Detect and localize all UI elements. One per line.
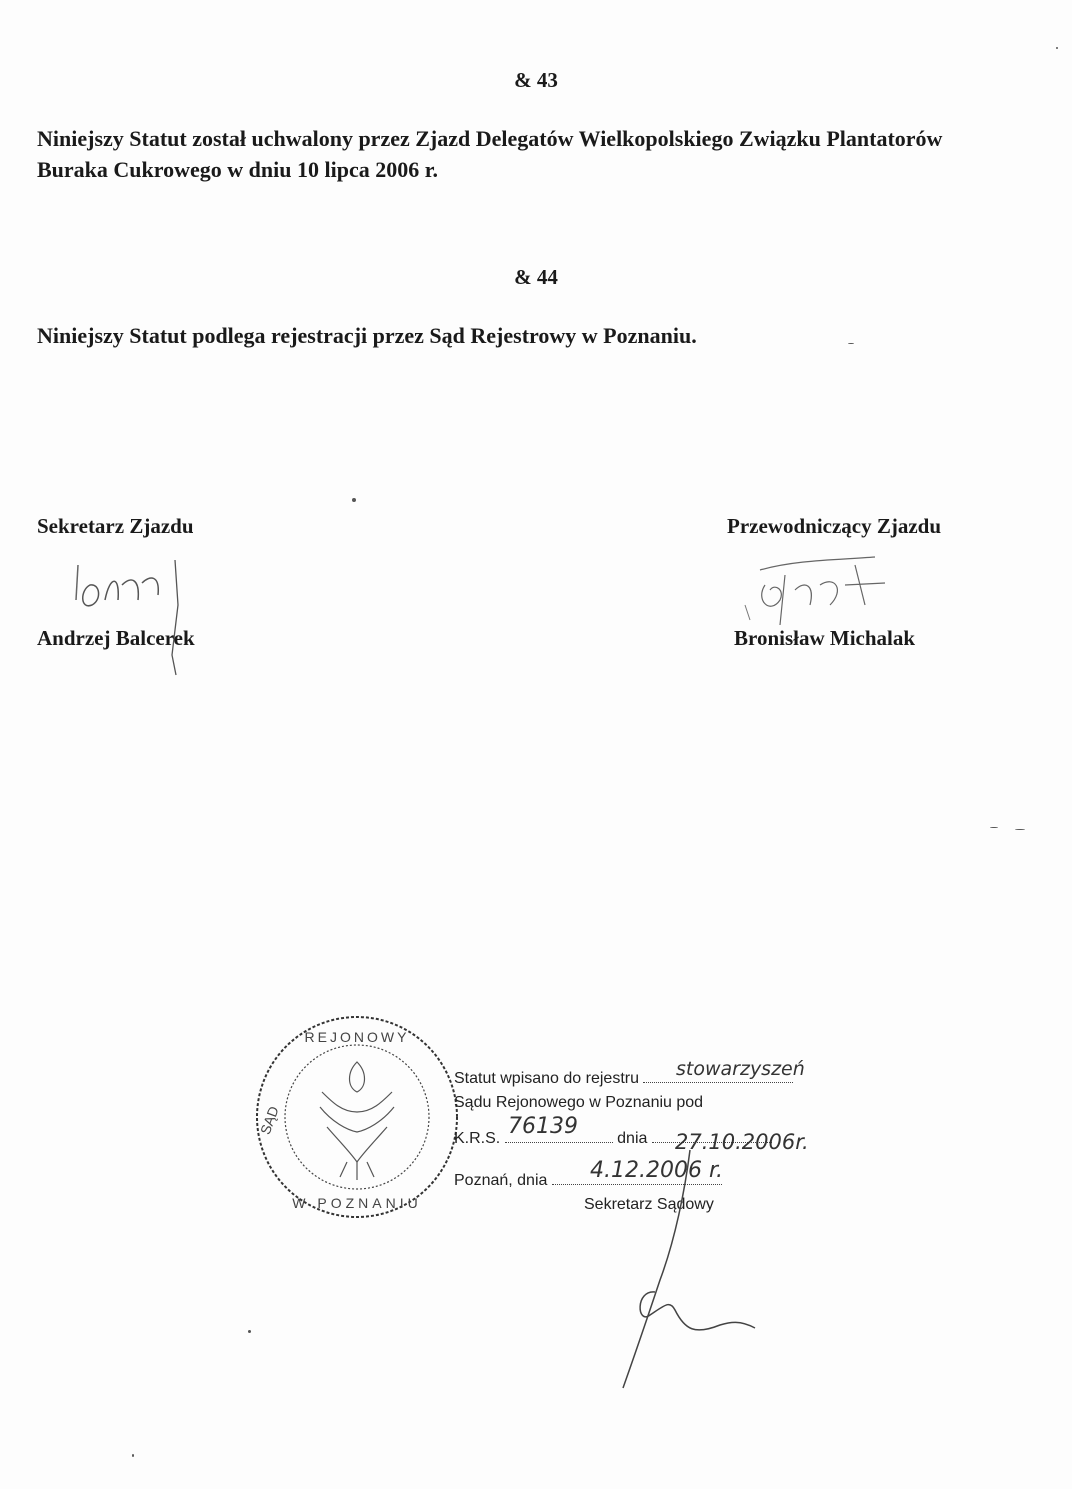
left-signatory-role: Sekretarz Zjazdu	[37, 514, 194, 538]
svg-text:W POZNANIU: W POZNANIU	[292, 1195, 422, 1211]
scan-speck	[1015, 829, 1025, 830]
left-signatory-name: Andrzej Balcerek	[37, 626, 195, 650]
poznan-date-handwritten: 4.12.2006 r.	[590, 1158, 723, 1183]
section-heading-44: & 44	[514, 265, 558, 289]
scan-speck	[132, 1454, 134, 1457]
register-type-handwritten: stowarzyszeń	[676, 1058, 805, 1080]
court-seal-stamp	[252, 1012, 462, 1222]
court-secretary-signature	[595, 1140, 775, 1400]
section-43-text: Niniejszy Statut został uchwalony przez Zjazd Delegatów Wielkopolskiego Związku Plantatorów Buraka Cukrowego w dniu 10 lipca 2006 r.	[37, 126, 943, 182]
svg-text:REJONOWY: REJONOWY	[304, 1029, 410, 1045]
krs-number-handwritten: 76139	[508, 1114, 578, 1139]
left-signature-image	[60, 545, 200, 680]
scan-speck	[990, 827, 998, 828]
section-heading-43: & 43	[514, 68, 558, 92]
court-secretary-label: Sekretarz Sądowy	[584, 1196, 714, 1213]
right-signatory-name: Bronisław Michalak	[734, 626, 916, 650]
svg-text:SĄD: SĄD	[256, 1104, 282, 1137]
scan-speck	[352, 498, 356, 502]
krs-date-handwritten: 27.10.2006r.	[675, 1130, 809, 1154]
scan-speck	[1056, 47, 1058, 49]
section-44-text: Niniejszy Statut podlega rejestracji przez Sąd Rejestrowy w Poznaniu.	[37, 323, 697, 348]
krs-label: K.R.S.	[454, 1130, 501, 1147]
right-signature-image	[725, 545, 915, 635]
krs-date-label: dnia	[617, 1130, 648, 1147]
right-signatory-role: Przewodniczący Zjazdu	[727, 514, 942, 538]
registration-court-line: Sądu Rejonowego w Poznaniu pod	[454, 1094, 704, 1111]
poznan-date-label: Poznań, dnia	[454, 1172, 548, 1189]
registration-label: Statut wpisano do rejestru	[454, 1070, 639, 1087]
scan-speck	[848, 343, 854, 344]
scan-speck	[248, 1330, 251, 1333]
